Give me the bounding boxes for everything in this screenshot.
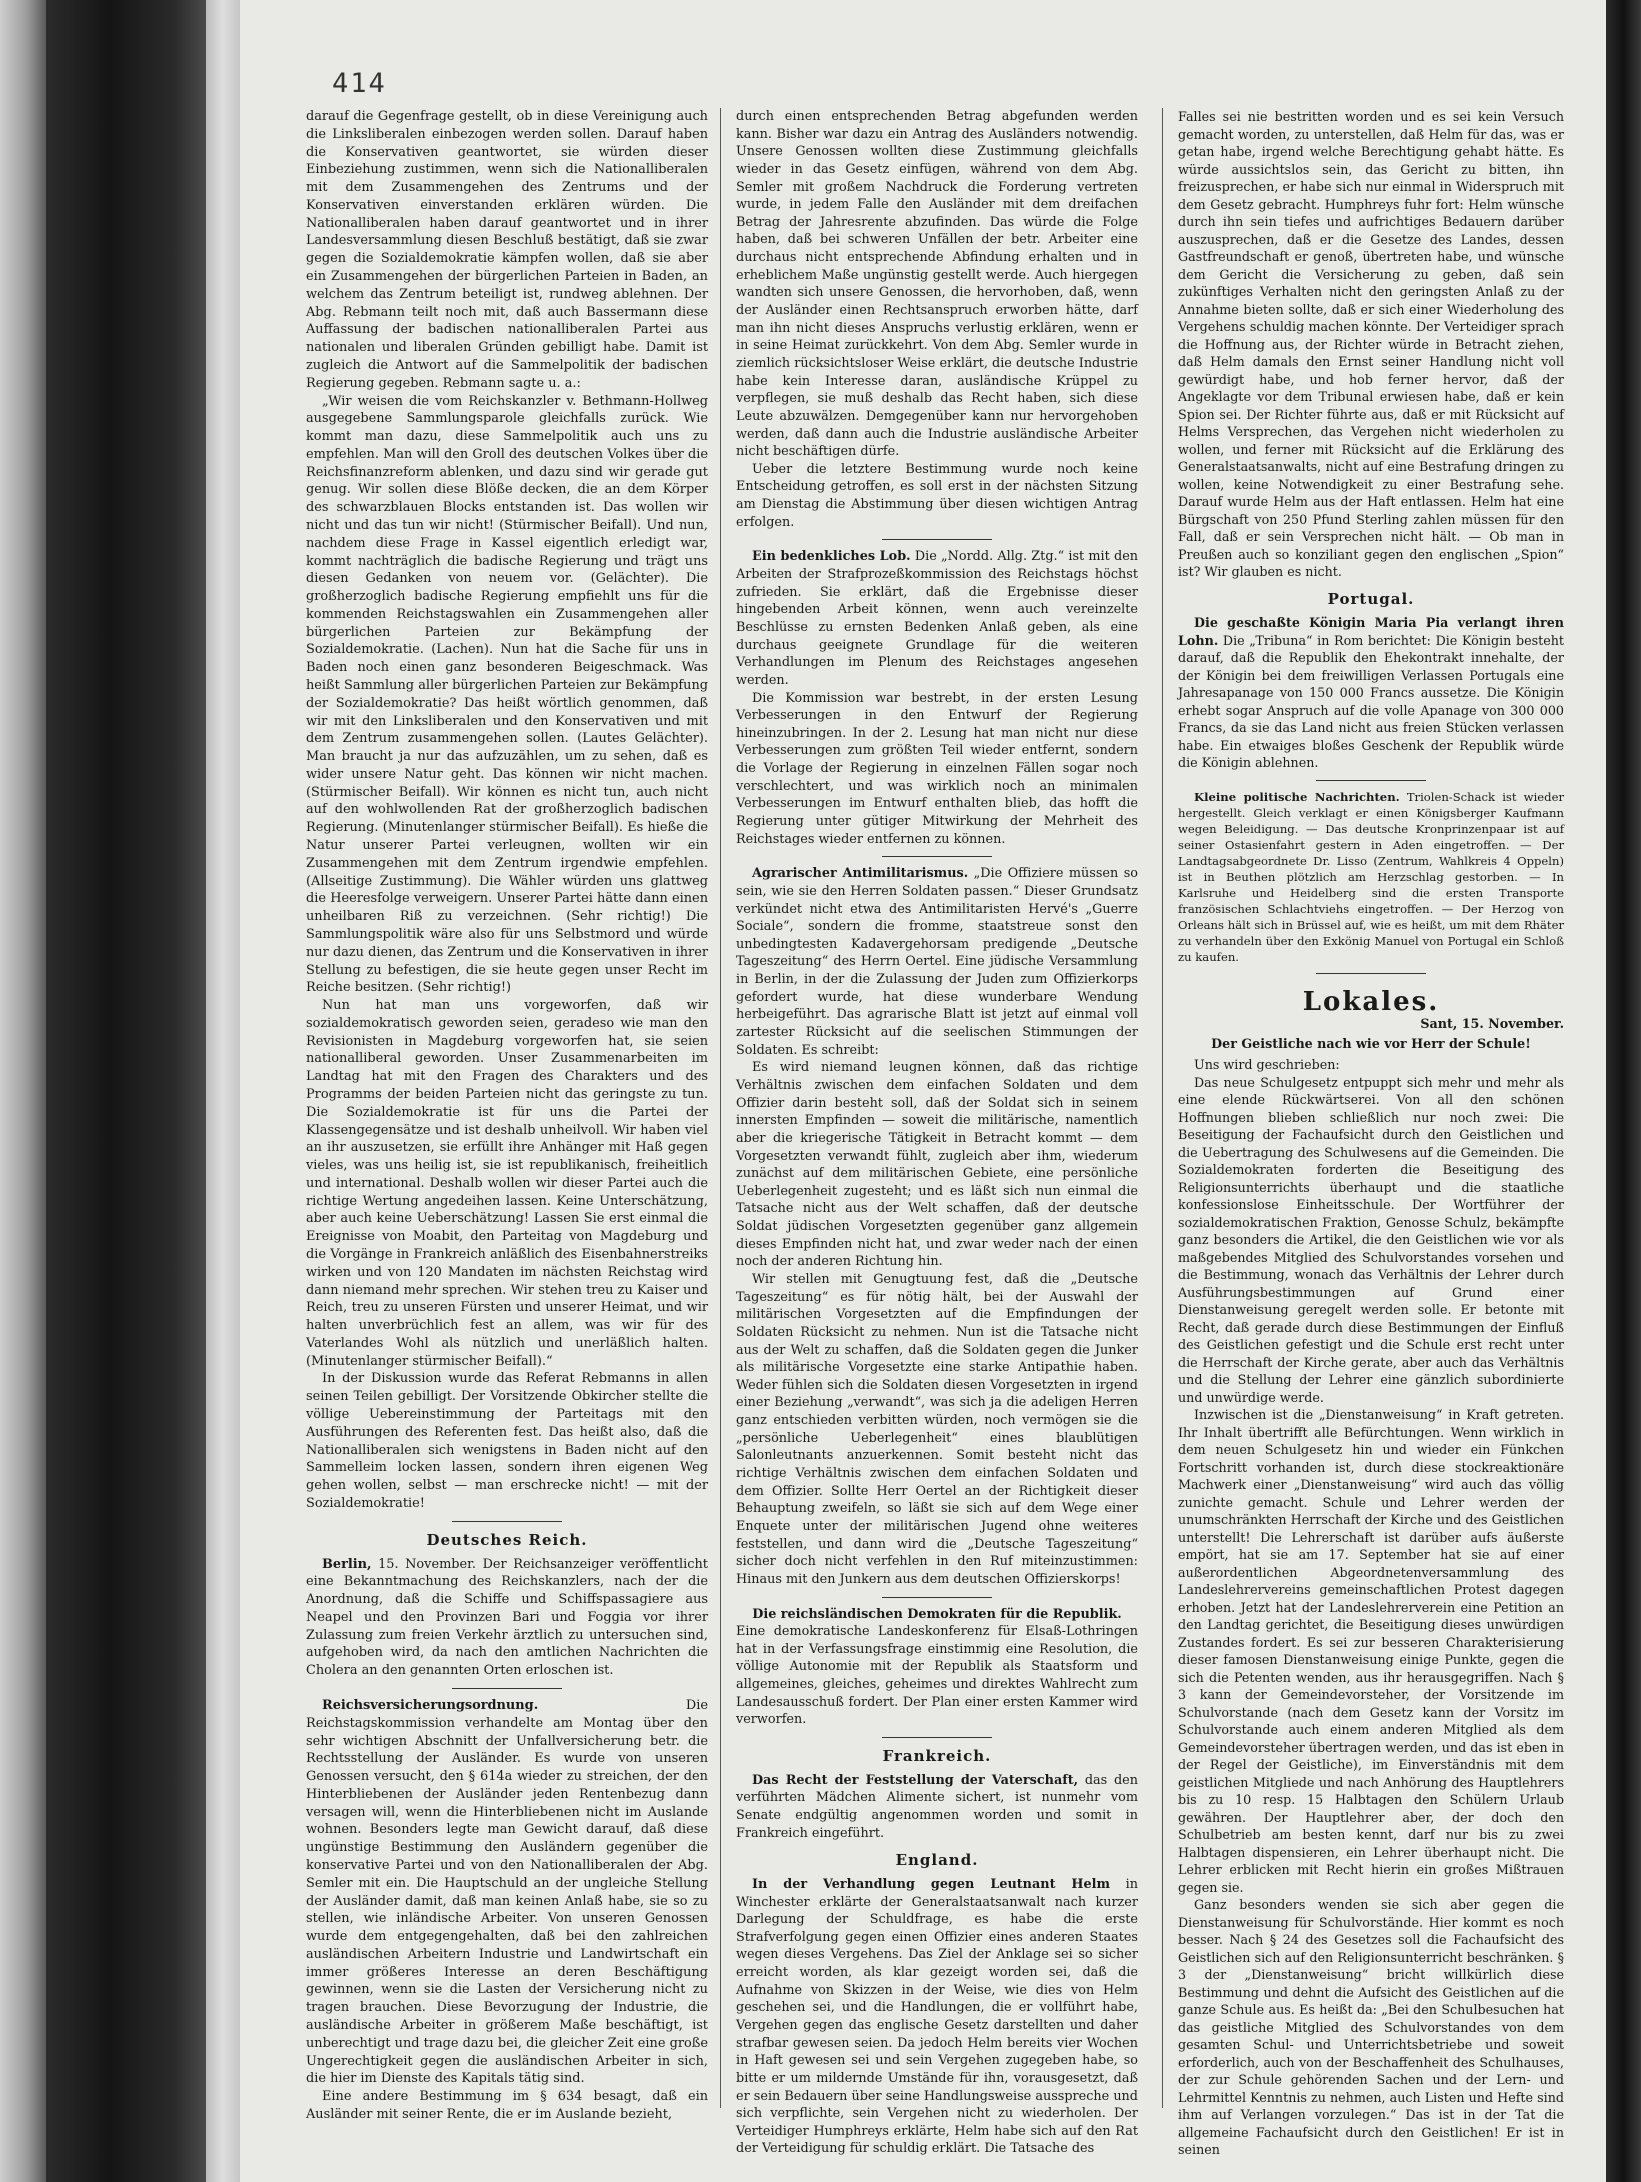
section-divider — [882, 856, 992, 857]
paragraph: das den verführten Mädchen Alimente sichert, ist nunmehr vom Senate endgültig angenommen worden und somit in Frankreich eingeführt. — [736, 1772, 1138, 1841]
newspaper-page — [240, 0, 1606, 2182]
section-heading-portugal: Portugal. — [1327, 589, 1415, 608]
paragraph: Nun hat man uns vorgeworfen, daß wir sozialdemokratisch geworden seien, geradeso wie man den Revisionisten in Magdeburg vorgeworfen hat, sie seien nationalliberal geworden. Unser Zusammenarbeiten im Landtag hat mit den Fragen des Charakters und des Programms der beiden Parteien nicht das geringste zu tun. Die Sozialdemokratie ist für uns die Partei der Klassengegensätze und ist deshalb unheilvoll. Wir haben viel an ihr auszusetzen, sie erfüllt ihre Anhänger mit Haß gegen vieles, was uns heilig ist, sie ist republikanisch, freiheitlich und international. Deshalb wollen wir dieser Partei auch die richtige Wertung angedeihen lassen. Keine Unterschätzung, aber auch keine Ueberschätzung! Lassen Sie erst einmal die Ereignisse von Moabit, den Parteitag von Magdeburg und die Vorgänge in Frankreich anläßlich des Eisenbahnerstreiks wirken und von 120 Mandaten im nächsten Reichstag wird dann niemand mehr sprechen. Wir stehen treu zu Kaiser und Reich, treu zu unseren Fürsten und unserer Heimat, und wir halten unverbrüchlich fest an allem, was wir für des Vaterlandes Wohl als nützlich und unerläßlich halten. (Minutenlanger stürmischer Beifall).“ — [306, 998, 708, 1369]
paragraph: Wir stellen mit Genugtuung fest, daß die „Deutsche Tageszeitung“ es für nötig hält, bei der Auswahl der militärischen Vorgesetzten auf die Empfindungen der Soldaten Rücksicht zu nehmen. Nun ist die Tatsache nicht aus der Welt zu schaffen, daß die Soldaten gegen die Junker als militärische Vorgesetzte eine starke Antipathie haben. Weder fühlen sich die Soldaten diesen Vorgesetzten in irgend einer Beziehung „verwandt“, was sich ja die adeligen Herren ganz entschieden verbitten würden, noch vermögen sie die „persönliche Ueberlegenheit“ eines blaublütigen Salonleutnants anzuerkennen. Somit besteht nicht das richtige Verhältnis zwischen dem einfachen Soldaten und dem Offizier. Sollte Herr Oertel an der Richtigkeit dieser Behauptung zweifeln, so läßt sie sich auf dem Wege einer Enquete unter der militärischen Jugend ohne weiteres feststellen, und dann wird die „Deutsche Tageszeitung“ sicher doch nicht verfehlen in den Ruf miteinzustimmen: Hinaus mit den Junkern aus dem deutschen Offizierskorps! — [736, 1272, 1138, 1587]
article-lead: Agrarischer Antimilitarismus. — [752, 866, 969, 882]
paragraph: durch einen entsprechenden Betrag abgefunden werden kann. Bisher war dazu ein Antrag des Ausländers notwendig. Unsere Genossen wollten diese Zustimmung gleichfalls wieder in das Gesetz einfügen, während von dem Abg. Semler mit großem Nachdruck die Forderung vertreten wurde, in jedem Falle den Ausländer mit dem dreifachen Betrag der Jahresrente abzufinden. Das würde die Folge haben, daß bei schweren Unfällen der betr. Arbeiter eine durchaus nicht entsprechende Abfindung erhalten und in erheblichem Maße ungünstig gestellt werde. Auch hiergegen wandten sich unsere Genossen, die hervorhoben, daß, wenn der Ausländer einen Rechtsanspruch erworben hätte, darf man ihn nicht dieses Anspruchs verlustig erklären, wenn er in seine Heimat zurückkehrt. Von dem Abg. Semler wurde in ziemlich rücksichtsloser Weise erklärt, die deutsche Industrie habe kein Interesse daran, ausländische Krüppel zu verpflegen, sie muß deshalb das Recht haben, sich diese Leute abzuwälzen. Demgegenüber kann nur hervorgehoben werden, daß dann auch die Industrie ausländische Arbeiter nicht beschäftigen dürfe. — [736, 109, 1138, 460]
paragraph: „Wir weisen die vom Reichskanzler v. Bethmann-Hollweg ausgegebene Sammlungsparole gleichfalls zurück. Wie kommt man dazu, diese Sammelpolitik auch uns zu empfehlen. Man will den Groll des deutschen Volkes über die Reichsfinanzreform ablenken, und dazu sind wir gerade gut genug. Wir sollen diese Blöße decken, die an dem Körper des schwarzblauen Blocks entstanden ist. Das wollen wir nicht und das tun wir nicht! (Stürmischer Beifall). Und nun, nachdem diese Frage in Kassel eigentlich erledigt war, kommt nachträglich die badische Regierung und trägt uns diesen Gedanken von neuem vor. (Gelächter). Die großherzoglich badische Regierung empfiehlt uns für die kommenden Reichstagswahlen ein Zusammengehen aller bürgerlichen Parteien zur Bekämpfung der Sozialdemokratie. (Lachen). Nun hat die Sache für uns in Baden noch einen ganz besonderen Beigeschmack. Was heißt Sammlung aller bürgerlichen Parteien zur Bekämpfung der Sozialdemokratie? Das heißt wörtlich genommen, daß wir mit den Linksliberalen und den Konservativen und mit dem Zentrum zusammengehen sollen. (Lautes Gelächter). Man braucht ja nur das aufzuzählen, um zu sehen, daß es wider unsere Natur geht. Das können wir nicht machen. (Stürmischer Beifall). Wir können es nicht tun, auch nicht auf den wohlwollenden Rat der großherzoglich badischen Regierung. (Minutenlanger stürmischer Beifall). Es hieße die Natur unserer Partei verleugnen, wollten wir ein Zusammengehen mit dem Zentrum irgendwie empfehlen. (Allseitige Zustimmung). Die Wähler würden uns glattweg die Heeresfolge verweigern. Unserer Partei hätte dann einen unheilbaren Riß zu verzeichnen. (Sehr richtig!) Die Sammlungspolitik wäre also für uns Selbstmord und würde nur dazu dienen, das Zentrum und die Konservativen in ihrer Stellung zu befestigen, die sie heute gegen unser Recht im Reiche besitzen. (Sehr richtig!) — [306, 393, 708, 996]
paragraph: Das neue Schulgesetz entpuppt sich mehr und mehr als eine elende Rückwärtserei. Von all den schönen Hoffnungen blieben schließlich nur noch zwei: Die Beseitigung der Fachaufsicht durch den Geistlichen und die Uebertragung des Schulwesens auf die Gemeinden. Die Sozialdemokraten forderten die Beseitigung des Religionsunterrichts überhaupt und die staatliche konfessionslose Einheitsschule. Der Wortführer der sozialdemokratischen Fraktion, Genosse Schulz, bekämpfte ganz besonders die Artikel, die den Geistlichen wie vor als maßgebendes Mitglied des Schulvorstandes vorsehen und die Bestimmung, wonach das Verhältnis der Lehrer durch Ausführungsbestimmungen auf Grund einer Dienstanweisung geregelt werden solle. Er betonte mit Recht, daß gerade durch diese Bestimmungen der Einfluß des Geistlichen gefestigt und die Schule erst recht unter die Herrschaft der Kirche gerate, aber auch das Verhältnis und die Stellung der Lehrer eine gänzlich subordinierte und unwürdige werde. — [1178, 1074, 1564, 1405]
paragraph: darauf die Gegenfrage gestellt, ob in diese Vereinigung auch die Linksliberalen einbezogen werden sollen. Darauf haben die Konservativen geantwortet, sie würden dieser Einbeziehung zustimmen, wenn sich die Nationalliberalen mit dem Zusammengehen des Zentrums und der Konservativen einverstanden erklären würden. Die Nationalliberalen haben darauf geantwortet und in ihrer Landesversammlung diesen Beschluß bestätigt, daß sie zwar gegen die Sozialdemokratie kämpfen wollen, daß sie aber ein Zusammengehen der bürgerlichen Parteien in Baden, an welchem das Zentrum beteiligt ist, rundweg ablehnen. Der Abg. Rebmann teilt noch mit, daß auch Bassermann diese Auffassung der badischen nationalliberalen Partei aus nationalen und liberalen Gründen gebilligt habe. Damit ist zugleich die Antwort auf die Sammelpolitik der badischen Regierung gegeben. Rebmann sagte u. a.: — [306, 109, 708, 391]
paragraph: 15. November. Der Reichsanzeiger veröffentlicht eine Bekanntmachung des Reichskanzlers, nach der die Anordnung, daß die Schiffe und Schiffspassagiere aus Neapel und den Provinzen Bari und Foggia vor ihrer Zulassung zum freien Verkehr ärztlich zu untersuchen sind, aufgehoben wird, da nach den amtlichen Nachrichten die Cholera an den genannten Orten erloschen ist. — [306, 1556, 708, 1679]
section-heading-england: England. — [895, 1851, 979, 1870]
paragraph: Eine demokratische Landeskonferenz für Elsaß-Lothringen hat in der Verfassungsfrage einstimmig eine Resolution, die völlige Autonomie mit der Republik als Staatsform und allgemeines, gleiches, geheimes und direktes Wahlrecht zum Landesausschuß fordert. Der Plan einer ersten Kammer wird verworfen. — [736, 1624, 1138, 1728]
paragraph: In der Diskussion wurde das Referat Rebmanns in allen seinen Teilen gebilligt. Der Vorsitzende Obkircher stellte die völlige Uebereinstimmung der Parteitags mit den Ausführungen des Referenten fest. Das heißt also, daß die Nationalliberalen sich wenigstens in Baden nicht auf den Sammelleim locken lassen, sondern ihren eigenen Weg gehen wollen, selbst — man erschrecke nicht! — mit der Sozialdemokratie! — [306, 1371, 708, 1511]
paragraph: Ueber die letztere Bestimmung wurde noch keine Entscheidung getroffen, es soll erst in der nächsten Sitzung am Dienstag die Abstimmung über diesen wichtigen Antrag erfolgen. — [736, 461, 1138, 530]
section-heading-lokales: Lokales. — [1302, 986, 1440, 1017]
section-divider — [452, 1521, 562, 1522]
page-number: 414 — [332, 68, 387, 99]
paragraph: Inzwischen ist die „Dienstanweisung“ in Kraft getreten. Ihr Inhalt übertrifft alle Befürchtungen. Wenn wirklich in dem neuen Schulgesetz hin und wieder ein Fünkchen Fortschritt vorhanden ist, durch diese stockreaktionäre Machwerk einer „Dienstanweisung“ wird auch das völlig zunichte gemacht. Schule und Lehrer werden der unumschränkten Herrschaft der Kirche und des Geistlichen unterstellt! Die Lehrerschaft ist darüber aufs äußerste empört, hat sie am 17. September hat sie auf einer außerordentlichen Abgeordnetenversammlung des Landeslehrervereins gemeinschaftlichen Protest dagegen erhoben. Jetzt hat der Landeslehrerverein eine Petition an den Landtag gerichtet, die Beseitigung dieses unwürdigen Zustandes fordert. Es sei zur besseren Charakterisierung dieser famosen Dienstanweisung einige Punkte, gegen die sich die Petenten wenden, aus ihr herausgegriffen. Nach § 3 kann der Gemeindevorsteher, der Vorsitzende im Schulvorstande (nach dem Gesetz kann der Vorsitz im Schulvorstande auch einem anderen Mitglied als dem Gemeindevorsteher übertragen werden, und das ist eben in der Regel der Geistliche), im Einverständnis mit dem geistlichen Mitgliede und nach Anhörung des Hauptlehrers bis zu 10 resp. 15 Halbtagen den Schülern Urlaub gewähren. Der Hauptlehrer aber, der doch den Schulbetrieb am besten kennt, darf nur bis zu zwei Halbtagen dispensieren, ein Lehrer überhaupt nicht. Die Lehrer erblicken mit Recht hierin ein großes Mißtrauen gegen sie. — [1178, 1407, 1564, 1895]
article-lead: Reichsversicherungsordnung. — [322, 1697, 539, 1713]
paragraph: Falles sei nie bestritten worden und es sei kein Versuch gemacht worden, zu unterstellen, daß Helm für das, was er getan habe, irgend welche Berechtigung gehabt hätte. Es würde aussichtslos sein, das Gericht zu bitten, ihn freizusprechen, er habe sich nur einmal in Widerspruch mit dem Gesetz gebracht. Humphreys fuhr fort: Helm wünsche durch ihn sein tiefes und aufrichtiges Bedauern darüber auszusprechen, daß er die Gesetze des Landes, dessen Gastfreundschaft er genoß, übertreten habe, und wünsche dem Gericht die Versicherung zu geben, daß sein zukünftiges Verhalten nicht den geringsten Anlaß zu der Annahme bieten sollte, daß er sich einer Wiederholung des Vergehens schuldig machen könnte. Der Verteidiger sprach die Hoffnung aus, der Richter würde in Betracht ziehen, daß Helm damals den Ernst seiner Handlung nicht voll gewürdigt habe, und hob ferner hervor, daß der Angeklagte vor dem Tribunal erwiesen habe, daß er kein Spion sei. Der Richter führte aus, daß er mit Rücksicht auf Helms Versprechen, das Vergehen nicht wiederholen zu wollen, und ferner mit Rücksicht auf die Erklärung des Generalstaatsanwalts, nicht auf eine Bestrafung dringen zu wollen, keine Notwendigkeit zu einer Bestrafung sehe. Darauf wurde Helm aus der Haft entlassen. Helm hat eine Bürgschaft von 250 Pfund Sterling zahlen müssen für den Fall, daß er sein Versprechen nicht hält. — Ob man in Preußen auch so konziliant gegen den englischen „Spion“ ist? Wir glauben es nicht. — [1178, 109, 1564, 579]
section-divider — [1316, 973, 1426, 974]
dateline: Sant, 15. November. — [1420, 1016, 1564, 1031]
column-rule — [1162, 108, 1163, 2108]
column-2 — [736, 108, 1138, 2158]
section-divider — [452, 1688, 562, 1689]
section-divider — [882, 1737, 992, 1738]
paragraph: Die Kommission war bestrebt, in der ersten Lesung Verbesserungen in den Entwurf der Regierung hineinzubringen. In der 2. Lesung hat man nicht nur diese Verbesserungen zum größten Teil wieder entfernt, sondern die Vorlage der Regierung in einzelnen Fällen sogar noch verschlechtert, und was wirklich noch an minimalen Verbesserungen im Entwurf enthalten blieb, das hofft die Regierung unter gütiger Mitwirkung der Mehrheit des Reichstages wieder entfernen zu können. — [736, 690, 1138, 847]
section-heading-deutsches-reich: Deutsches Reich. — [426, 1530, 588, 1549]
column-rule — [720, 108, 721, 2108]
paragraph: Eine andere Bestimmung im § 634 besagt, daß ein Ausländer mit seiner Rente, die er im Auslande bezieht, — [306, 2089, 708, 2122]
section-divider — [882, 539, 992, 540]
page-binding-left — [0, 0, 46, 2182]
paragraph: Uns wird geschrieben: — [1194, 1057, 1340, 1072]
section-heading-frankreich: Frankreich. — [882, 1747, 992, 1766]
article-headline: Der Geistliche nach wie vor Herr der Schule! — [1211, 1035, 1531, 1051]
article-lead: Die reichsländischen Demokraten für die Republik. — [752, 1606, 1122, 1622]
paragraph: in Winchester erklärte der Generalstaatsanwalt nach kurzer Darlegung der Schuldfrage, es habe die erste Strafverfolgung gegen einen Offizier eines anderen Staates wegen dieses Vergehens. Das Ziel der Anklage sei so sicher erreicht worden, als klar gezeigt worden sei, daß die Aufnahme von Skizzen in der Weise, wie dies von Helm geschehen sei, und die Handlungen, die er vollführt habe, Vergehen gegen das englische Gesetz darstellten und daher strafbar gewesen seien. Da jedoch Helm bereits vier Wochen in Haft gewesen sei und sein Vergehen zugegeben habe, so bitte er um mildernde Umstände für ihn, vorausgesetzt, daß er sein Bedauern über seine Handlungsweise ausspreche und sich verpflichte, sein Vergehen nicht zu wiederholen. Der Verteidiger Humphreys erklärte, Helm habe sich auf den Rat der Verteidigung für schuldig erklärt. Die Tatsache des — [736, 1876, 1138, 2157]
article-lead: Berlin, — [322, 1556, 372, 1572]
paragraph: „Die Offiziere müssen so sein, wie sie den Herren Soldaten passen.“ Dieser Grundsatz verkündet nicht etwa des Antimilitaristen Hervé's „Guerre Sociale“, sondern die fromme, staatstreue sonst den unbedingtesten Kadavergehorsam predigende „Deutsche Tageszeitung“ des Herrn Oertel. Eine jüdische Versammlung in Berlin, in der die Zulassung der Juden zum Offizierkorps gefordert wurde, hat diese wunderbare Wendung herbeigeführt. Das agrarische Blatt ist jetzt auf einmal voll zartester Rücksicht auf die seelischen Stimmungen der Soldaten. Es schreibt: — [736, 866, 1138, 1058]
article-lead: In der Verhandlung gegen Leutnant Helm — [752, 1876, 1111, 1892]
article-lead: Das Recht der Feststellung der Vaterschaft, — [752, 1772, 1079, 1788]
section-divider — [1316, 780, 1426, 781]
quotation: Es wird niemand leugnen können, daß das richtige Verhältnis zwischen dem einfachen Soldaten und dem Offizier darin besteht soll, daß der Soldat sich in seinem innersten Empfinden — soweit die militärische, namentlich aber die kriegerische Tätigkeit in Betracht kommt — dem Vorgesetzten verwandt fühlt, zugleich aber ihm, wiederum zunächst auf dem militärischen Gebiete, eine persönliche Ueberlegenheit zugesteht; und es läßt sich nun einmal die Tatsache nicht aus der Welt schaffen, daß der deutsche Soldat jüdischen Vorgesetzten gegenüber ganz allgemein dieses Empfinden nicht hat, und zwar weder nach der einen noch der anderen Richtung hin. — [736, 1060, 1138, 1270]
column-3 — [1178, 108, 1564, 2159]
book-spine — [46, 0, 206, 2182]
paragraph: Ganz besonders wenden sie sich aber gegen die Dienstanweisung für Schulvorstände. Hier kommt es noch besser. Nach § 24 des Gesetzes soll die Fachaufsicht des Geistlichen sich auf den Religionsunterricht beschränken. § 3 der „Dienstanweisung“ bricht willkürlich diese Bestimmung und dehnt die Aufsicht des Geistlichen auf die ganze Schule aus. Es heißt da: „Bei den Schulbesuchen hat das geistliche Mitglied des Schulvorstandes von dem gesamten Schul- und Unterrichtsbetriebe und soweit erforderlich, auch von der Beschaffenheit des Schulhauses, der zur Schule gehörenden Sachen und der Lern- und Lehrmittel Kenntnis zu nehmen, auch Listen und Hefte sind ihm auf Verlangen vorzulegen.“ Das ist in der Tat die allgemeine Fachaufsicht durch den Geistlichen! Er ist in seinen — [1178, 1897, 1564, 2157]
column-1 — [306, 108, 708, 2124]
section-divider — [882, 1597, 992, 1598]
article-lead: Ein bedenkliches Lob. — [752, 549, 911, 565]
paragraph: Die „Tribuna“ in Rom berichtet: Die Königin besteht darauf, daß die Republik den Ehekontrakt innehalte, der der Königin bei dem freiwilligen Verlassen Portugals eine Jahresapanage von 150 000 Francs aussetze. Die Königin erhebt sogar Anspruch auf die volle Apanage von 300 000 Francs, da sie das Land nicht aus freien Stücken verlassen habe. Ein etwaiges bloßes Geschenk der Republik würde die Königin ablehnen. — [1178, 632, 1564, 770]
page-fore-edge — [1606, 0, 1641, 2182]
article-lead: Die geschaßte Königin Maria Pia verlangt ihren Lohn. — [1178, 615, 1564, 648]
paragraph: Die Reichstagskommission verhandelte am Montag über den sehr wichtigen Abschnitt der Unfallversicherung betr. die Rechtsstellung der Ausländer. Es wurde von unseren Genossen versucht, den § 614a wieder zu streichen, der den Hinterbliebenen der Ausländer jeden Rentenbezug dann versagen will, wenn die Hinterbliebenen nicht im Auslande wohnen. Besonders legte man Gewicht darauf, daß diese ungünstige Bestimmung den Ausländern gegenüber die konservative Partei und von den Nationalliberalen der Abg. Semler mit ein. Die Hauptschuld an der ungleiche Stellung der Ausländer damit, daß man keinen Anlaß habe, sie so zu stellen, wie inländische Arbeiter. Von unseren Genossen wurde dem entgegengehalten, daß bei den zahlreichen ausländischen Arbeitern Industrie und Landwirtschaft ein immer größeres Interesse an deren Beschäftigung gewinnen, wenn sie die Lasten der Versicherung nicht zu tragen brauchen. Diese Bevorzugung der Industrie, die ausländische Arbeiter in größerem Maße beschäftigt, ist unberechtigt und trage dazu bei, die gleicher Zeit eine große Ungerechtigkeit gegen die ausländischen Arbeiter in sich, die hier im Dienste des Kapitals tätig sind. — [306, 1697, 708, 2087]
paragraph: Die „Nordd. Allg. Ztg.“ ist mit den Arbeiten der Strafprozeßkommission des Reichstags höchst zufrieden. Sie erklärt, daß die Ergebnisse dieser hingebenden Arbeit können, wenn auch vereinzelte Beschlüsse zu ernsten Bedenken Anlaß geben, als eine durchaus geeignete Grundlage für die weiteren Verhandlungen im Plenum des Reichstages angesehen werden. — [736, 549, 1139, 688]
paragraph: Triolen-Schack ist wieder hergestellt. Gleich verklagt er einen Königsberger Kaufmann wegen Beleidigung. — Das deutsche Kronprinzenpaar ist auf seiner Ostasienfahrt gestern in Aden eingetroffen. — Der Landtagsabgeordnete Dr. Lisso (Zentrum, Wahlkreis 4 Oppeln) ist in Beuthen plötzlich am Herzschlag gestorben. — In Karlsruhe und Heidelberg sind die ersten Transporte französischen Schlachtviehs eingetroffen. — Der Herzog von Orleans hält sich in Brüssel auf, wie es heißt, um mit dem Rhäter zu verhandeln über den Exkönig Manuel von Portugal ein Schloß zu kaufen. — [1178, 789, 1564, 964]
article-lead: Kleine politische Nachrichten. — [1194, 789, 1400, 804]
spine-edge — [206, 0, 240, 2182]
